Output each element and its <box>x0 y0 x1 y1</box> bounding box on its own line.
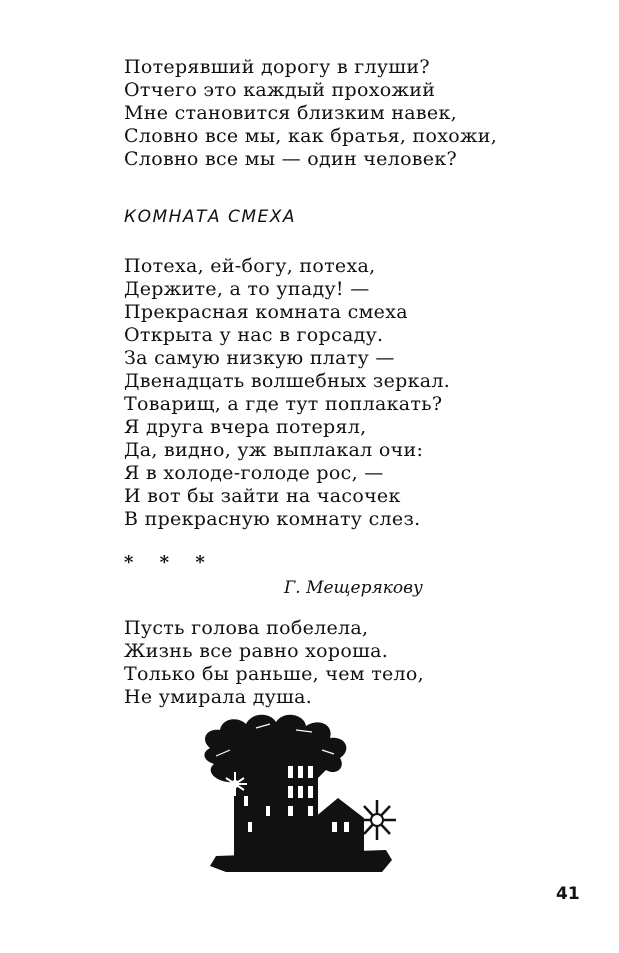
verse-line: Потеха, ей-богу, потеха, <box>124 255 376 277</box>
verse-line: Не умирала душа. <box>124 686 313 708</box>
verse-line: И вот бы зайти на часочек <box>124 485 401 507</box>
verse-line: Словно все мы, как братья, похожи, <box>124 125 498 147</box>
verse-line: Открыта у нас в горсаду. <box>124 324 384 346</box>
verse-line: Только бы раньше, чем тело, <box>124 663 424 685</box>
verse-line: Да, видно, уж выплакал очи: <box>124 439 424 461</box>
section-stars: * * * <box>124 552 215 573</box>
verse-line: Двенадцать волшебных зеркал. <box>124 370 451 392</box>
poem-title: КОМНАТА СМЕХА <box>124 207 297 227</box>
verse-line: Товарищ, а где тут поплакать? <box>124 393 443 415</box>
verse-line: В прекрасную комнату слез. <box>124 508 421 530</box>
poem-body <box>124 255 450 531</box>
dedication: Г. Мещерякову <box>284 578 423 598</box>
page-number: 41 <box>556 884 580 904</box>
poem-body <box>124 617 424 709</box>
verse-line: Мне становится близким навек, <box>124 102 457 124</box>
verse-line: За самую низкую плату — <box>124 347 395 369</box>
verse-line: Прекрасная комната смеха <box>124 301 408 323</box>
verse-line: Потерявший дорогу в глуши? <box>124 56 430 78</box>
verse-line: Пусть голова побелела, <box>124 617 369 639</box>
verse-line: Держите, а то упаду! — <box>124 278 370 300</box>
verse-line: Я друга вчера потерял, <box>124 416 367 438</box>
city-night-woodcut-icon <box>196 710 406 879</box>
continued-stanza <box>124 56 497 171</box>
verse-line: Я в холоде-голоде рос, — <box>124 462 384 484</box>
verse-line: Жизнь все равно хороша. <box>124 640 389 662</box>
verse-line: Отчего это каждый прохожий <box>124 79 436 101</box>
verse-line: Словно все мы — один человек? <box>124 148 458 170</box>
